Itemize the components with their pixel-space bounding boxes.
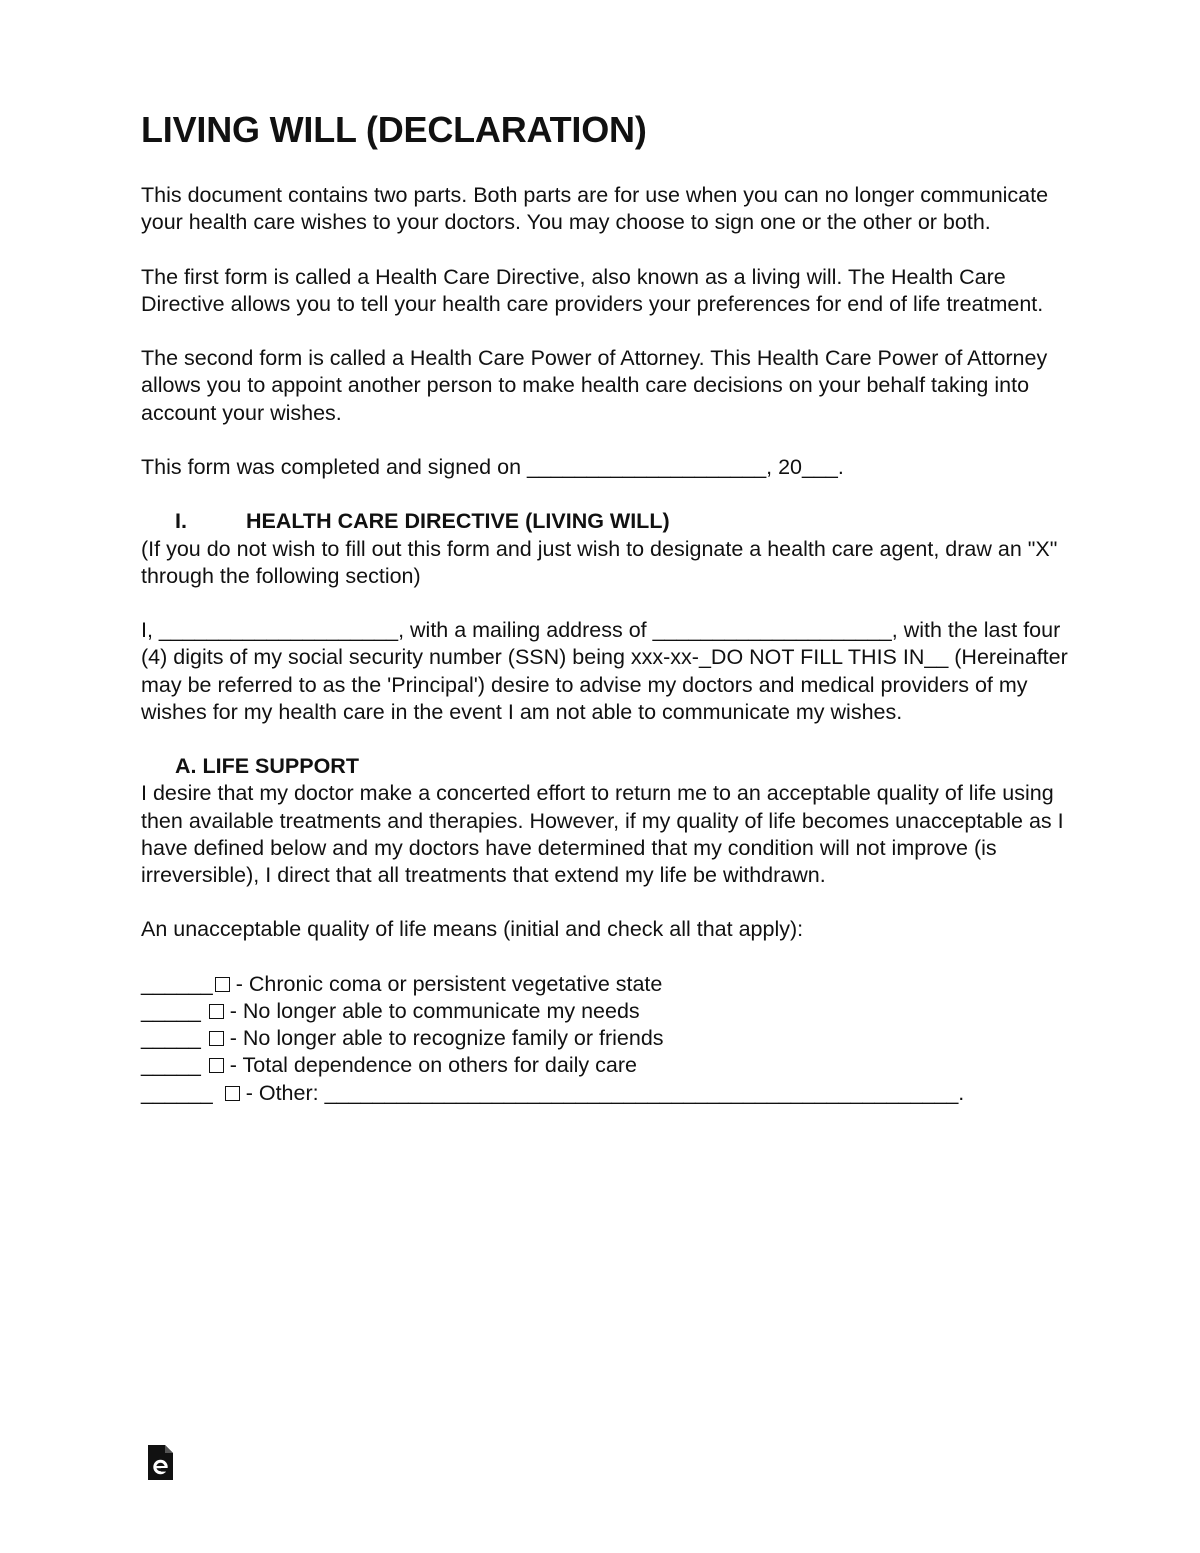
option-label: - No longer able to communicate my needs (229, 998, 640, 1023)
principal-declaration[interactable]: I, ____________________, with a mailing address of ____________________, with the last four (4) digits of my social security number (SSN) being xxx-xx-_DO NOT FILL THIS IN__ (Hereinafter may be referred to as the 'Principal') desire to advise my doctors and medical providers of my wishes for my health care in the event I am not able to communicate my wishes. (141, 618, 1068, 724)
option-communicate-needs[interactable] (141, 998, 1071, 1025)
subsection-a-heading: A. LIFE SUPPORT (175, 754, 359, 779)
signed-date-line[interactable]: This form was completed and signed on ____________________, 20___. (141, 454, 844, 479)
option-total-dependence[interactable] (141, 1052, 1071, 1079)
option-other[interactable] (141, 1080, 1071, 1107)
intro-paragraph-3: The second form is called a Health Care Power of Attorney. This Health Care Power of Attorney allows you to appoint another person to make health care decisions on your behalf taking into account your wishes. (141, 346, 1048, 425)
document-page (141, 100, 1071, 1107)
eforms-logo-icon (146, 1444, 174, 1481)
checkbox-icon[interactable] (209, 1031, 224, 1046)
options-intro: An unacceptable quality of life means (initial and check all that apply): (141, 917, 804, 942)
option-chronic-coma[interactable] (141, 971, 1071, 998)
initial-blank[interactable]: ______ (141, 1080, 219, 1105)
initial-blank[interactable]: ______ (141, 971, 213, 996)
option-recognize-family[interactable] (141, 1025, 1071, 1052)
initial-blank[interactable]: _____ (141, 1053, 207, 1078)
initial-blank[interactable]: _____ (141, 1026, 207, 1051)
option-label: - No longer able to recognize family or friends (229, 1026, 664, 1051)
checkbox-icon[interactable] (215, 977, 230, 992)
document-title: LIVING WILL (DECLARATION) (141, 109, 647, 150)
checkbox-icon[interactable] (209, 1004, 224, 1019)
intro-paragraph-2: The first form is called a Health Care Directive, also known as a living will. The Health Care Directive allows you to tell your health care providers your preferences for end of life treatment. (141, 264, 1044, 316)
options-list (141, 971, 1071, 1107)
section-1-title: HEALTH CARE DIRECTIVE (LIVING WILL) (246, 509, 670, 534)
section-1-number: I. (175, 509, 187, 534)
initial-blank[interactable]: _____ (141, 998, 207, 1023)
option-label: - Total dependence on others for daily care (229, 1053, 637, 1078)
section-1-note: (If you do not wish to fill out this form and just wish to designate a health care agent, draw an "X" through the following section) (141, 536, 1058, 588)
section-1-heading (141, 508, 1071, 535)
checkbox-icon[interactable] (209, 1058, 224, 1073)
subsection-a-body: I desire that my doctor make a concerted effort to return me to an acceptable quality of life using then available treatments and therapies. However, if my quality of life becomes unacceptable as I have defined below and my doctors have determined that my condition will not improve (is irreversible), I direct that all treatments that extend my life be withdrawn. (141, 781, 1064, 887)
option-label: - Chronic coma or persistent vegetative state (235, 971, 663, 996)
intro-paragraph-1: This document contains two parts. Both parts are for use when you can no longer communicate your health care wishes to your doctors. You may choose to sign one or the other or both. (141, 183, 1049, 235)
option-label: - Other: _____________________________________________________. (245, 1080, 965, 1105)
checkbox-icon[interactable] (225, 1086, 240, 1101)
